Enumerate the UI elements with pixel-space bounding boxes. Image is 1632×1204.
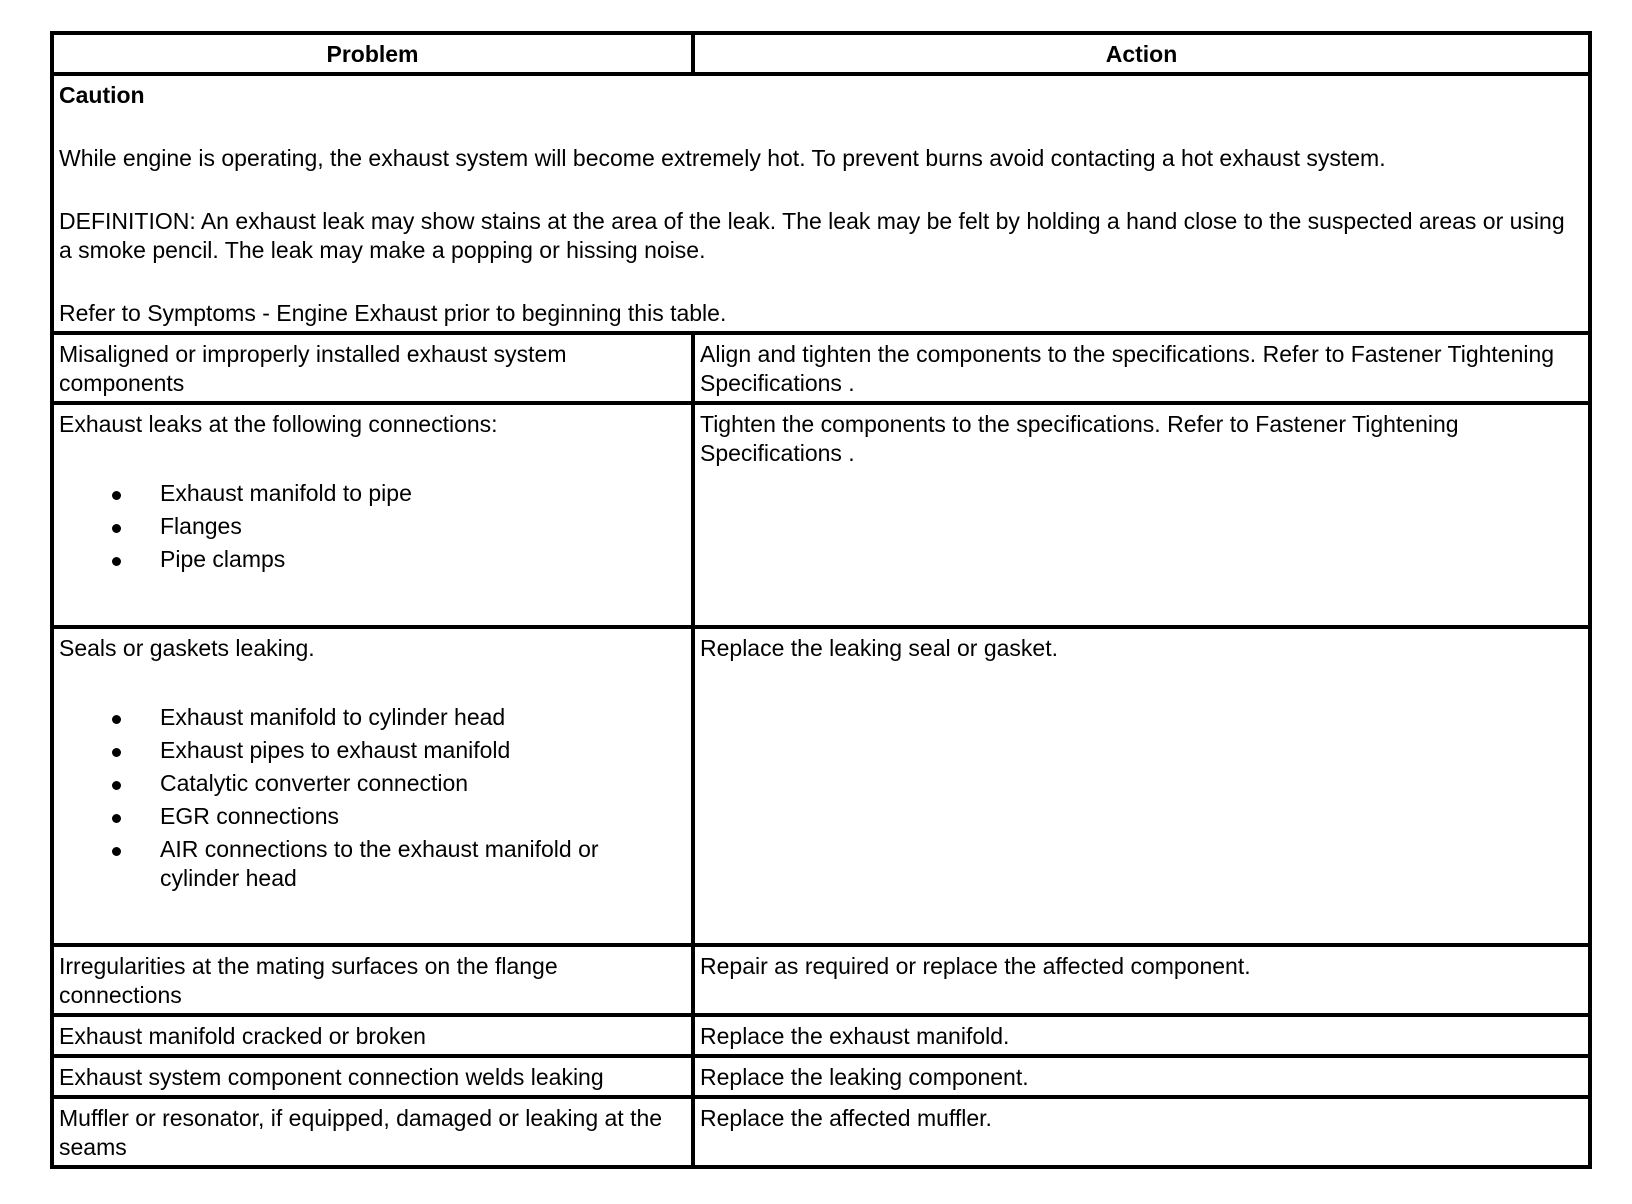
header-row [52,33,1590,74]
list-item-text: EGR connections [160,803,339,829]
reference-text: Refer to Symptoms - Engine Exhaust prior to beginning this table. [59,300,727,326]
seal-location-list [59,703,686,893]
table-row [52,1056,1590,1097]
definition-text: DEFINITION: An exhaust leak may show stains at the area of the leak. The leak may be felt by holding a hand close to the suspected areas or using a smoke pencil. The leak may make a popping or hissing noise. [59,208,1565,263]
problem-column-header: Problem [52,33,693,74]
action-column-header: Action [693,33,1590,74]
action-cell: Replace the leaking seal or gasket. [693,627,1590,945]
list-item [59,545,686,574]
bullet-icon [112,748,121,757]
problem-cell [52,627,693,945]
action-cell: Replace the affected muffler. [693,1097,1590,1167]
bullet-icon [112,524,121,533]
list-item-text: Exhaust pipes to exhaust manifold [160,737,511,763]
bullet-icon [112,847,121,856]
problem-cell: Exhaust system component connection welds leaking [52,1056,693,1097]
action-cell: Align and tighten the components to the specifications. Refer to Fastener Tightening Specifications . [693,333,1590,403]
list-item [59,769,686,798]
problem-cell: Irregularities at the mating surfaces on the flange connections [52,945,693,1015]
diagnostic-table [50,31,1592,1169]
connection-list [59,479,686,574]
list-item-text: AIR connections to the exhaust manifold or cylinder head [160,836,599,891]
list-item [59,802,686,831]
action-cell: Replace the leaking component. [693,1056,1590,1097]
problem-cell: Exhaust manifold cracked or broken [52,1015,693,1056]
table-row [52,1097,1590,1167]
bullet-icon [112,715,121,724]
problem-cell: Muffler or resonator, if equipped, damaged or leaking at the seams [52,1097,693,1167]
table-row [52,627,1590,945]
list-item [59,512,686,541]
list-item-text: Catalytic converter connection [160,770,469,796]
caution-row [52,74,1590,333]
problem-text: Seals or gaskets leaking. [59,635,315,661]
list-item [59,835,686,893]
list-item [59,736,686,765]
problem-text: Exhaust leaks at the following connections: [59,411,498,437]
bullet-icon [112,491,121,500]
caution-cell [52,74,1590,333]
bullet-icon [112,814,121,823]
list-item-text: Exhaust manifold to pipe [160,480,412,506]
problem-cell [52,403,693,627]
table-row [52,945,1590,1015]
list-item-text: Pipe clamps [160,546,286,572]
action-cell: Replace the exhaust manifold. [693,1015,1590,1056]
table-row [52,403,1590,627]
caution-title: Caution [59,82,145,108]
table-row [52,1015,1590,1056]
list-item [59,703,686,732]
problem-cell: Misaligned or improperly installed exhaust system components [52,333,693,403]
list-item [59,479,686,508]
action-cell: Repair as required or replace the affected component. [693,945,1590,1015]
bullet-icon [112,557,121,566]
list-item-text: Flanges [160,513,242,539]
caution-warning-text: While engine is operating, the exhaust system will become extremely hot. To prevent burns avoid contacting a hot exhaust system. [59,145,1386,171]
bullet-icon [112,781,121,790]
table-row [52,333,1590,403]
list-item-text: Exhaust manifold to cylinder head [160,704,506,730]
action-cell: Tighten the components to the specifications. Refer to Fastener Tightening Specifications . [693,403,1590,627]
